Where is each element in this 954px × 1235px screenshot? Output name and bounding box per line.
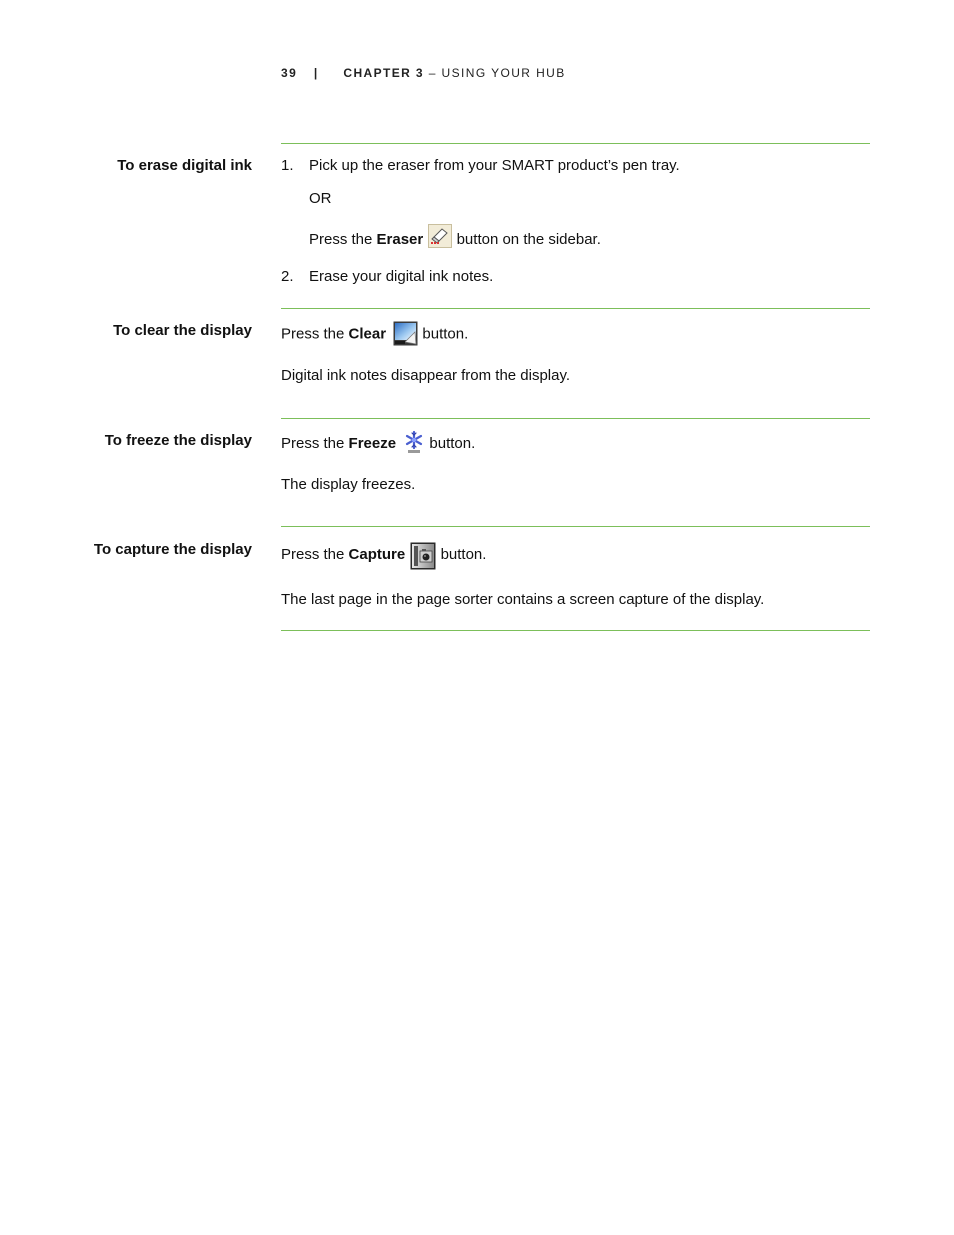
chapter-label: CHAPTER 3 [343, 66, 425, 80]
capture-result-text: The last page in the page sorter contains a screen capture of the display. [281, 591, 765, 608]
section-divider [281, 143, 870, 144]
clear-icon [393, 321, 418, 346]
step-number: 2. [281, 268, 294, 285]
capture-section-label: To capture the display [93, 541, 252, 558]
clear-result-text: Digital ink notes disappear from the display. [281, 367, 571, 384]
press-suffix: button. [440, 545, 487, 563]
press-prefix: Press the [281, 545, 349, 563]
page-number: 39 [281, 66, 298, 80]
erase-step2-text: Erase your digital ink notes. [309, 268, 494, 285]
step-number: 1. [281, 157, 294, 174]
section-divider [281, 526, 870, 527]
section-divider [281, 418, 870, 419]
camera-icon [410, 542, 436, 570]
capture-press-line [281, 541, 486, 569]
clear-section-label: To clear the display [113, 322, 252, 339]
erase-press-line [309, 228, 601, 252]
clear-press-line [281, 322, 468, 347]
header-separator: | [313, 66, 319, 80]
freeze-press-line [281, 432, 475, 456]
section-divider [281, 630, 870, 631]
snowflake-icon [403, 430, 425, 454]
chapter-title: – USING YOUR HUB [424, 66, 566, 80]
press-suffix: button. [422, 325, 469, 343]
running-header [281, 66, 566, 80]
eraser-button-name: Eraser [376, 230, 424, 248]
erase-section-label: To erase digital ink [117, 157, 252, 174]
freeze-result-text: The display freezes. [281, 476, 416, 493]
press-suffix: button. [429, 434, 476, 452]
or-text: OR [309, 190, 332, 207]
freeze-section-label: To freeze the display [104, 432, 252, 449]
eraser-icon [428, 224, 452, 248]
erase-step1-text: Pick up the eraser from your SMART product’s pen tray. [309, 157, 680, 174]
freeze-button-name: Freeze [348, 434, 397, 452]
capture-button-name: Capture [348, 545, 406, 563]
press-prefix: Press the [281, 325, 349, 343]
press-suffix: button on the sidebar. [456, 230, 601, 248]
press-prefix: Press the [309, 230, 377, 248]
clear-button-name: Clear [348, 325, 387, 343]
press-prefix: Press the [281, 434, 349, 452]
section-divider [281, 308, 870, 309]
